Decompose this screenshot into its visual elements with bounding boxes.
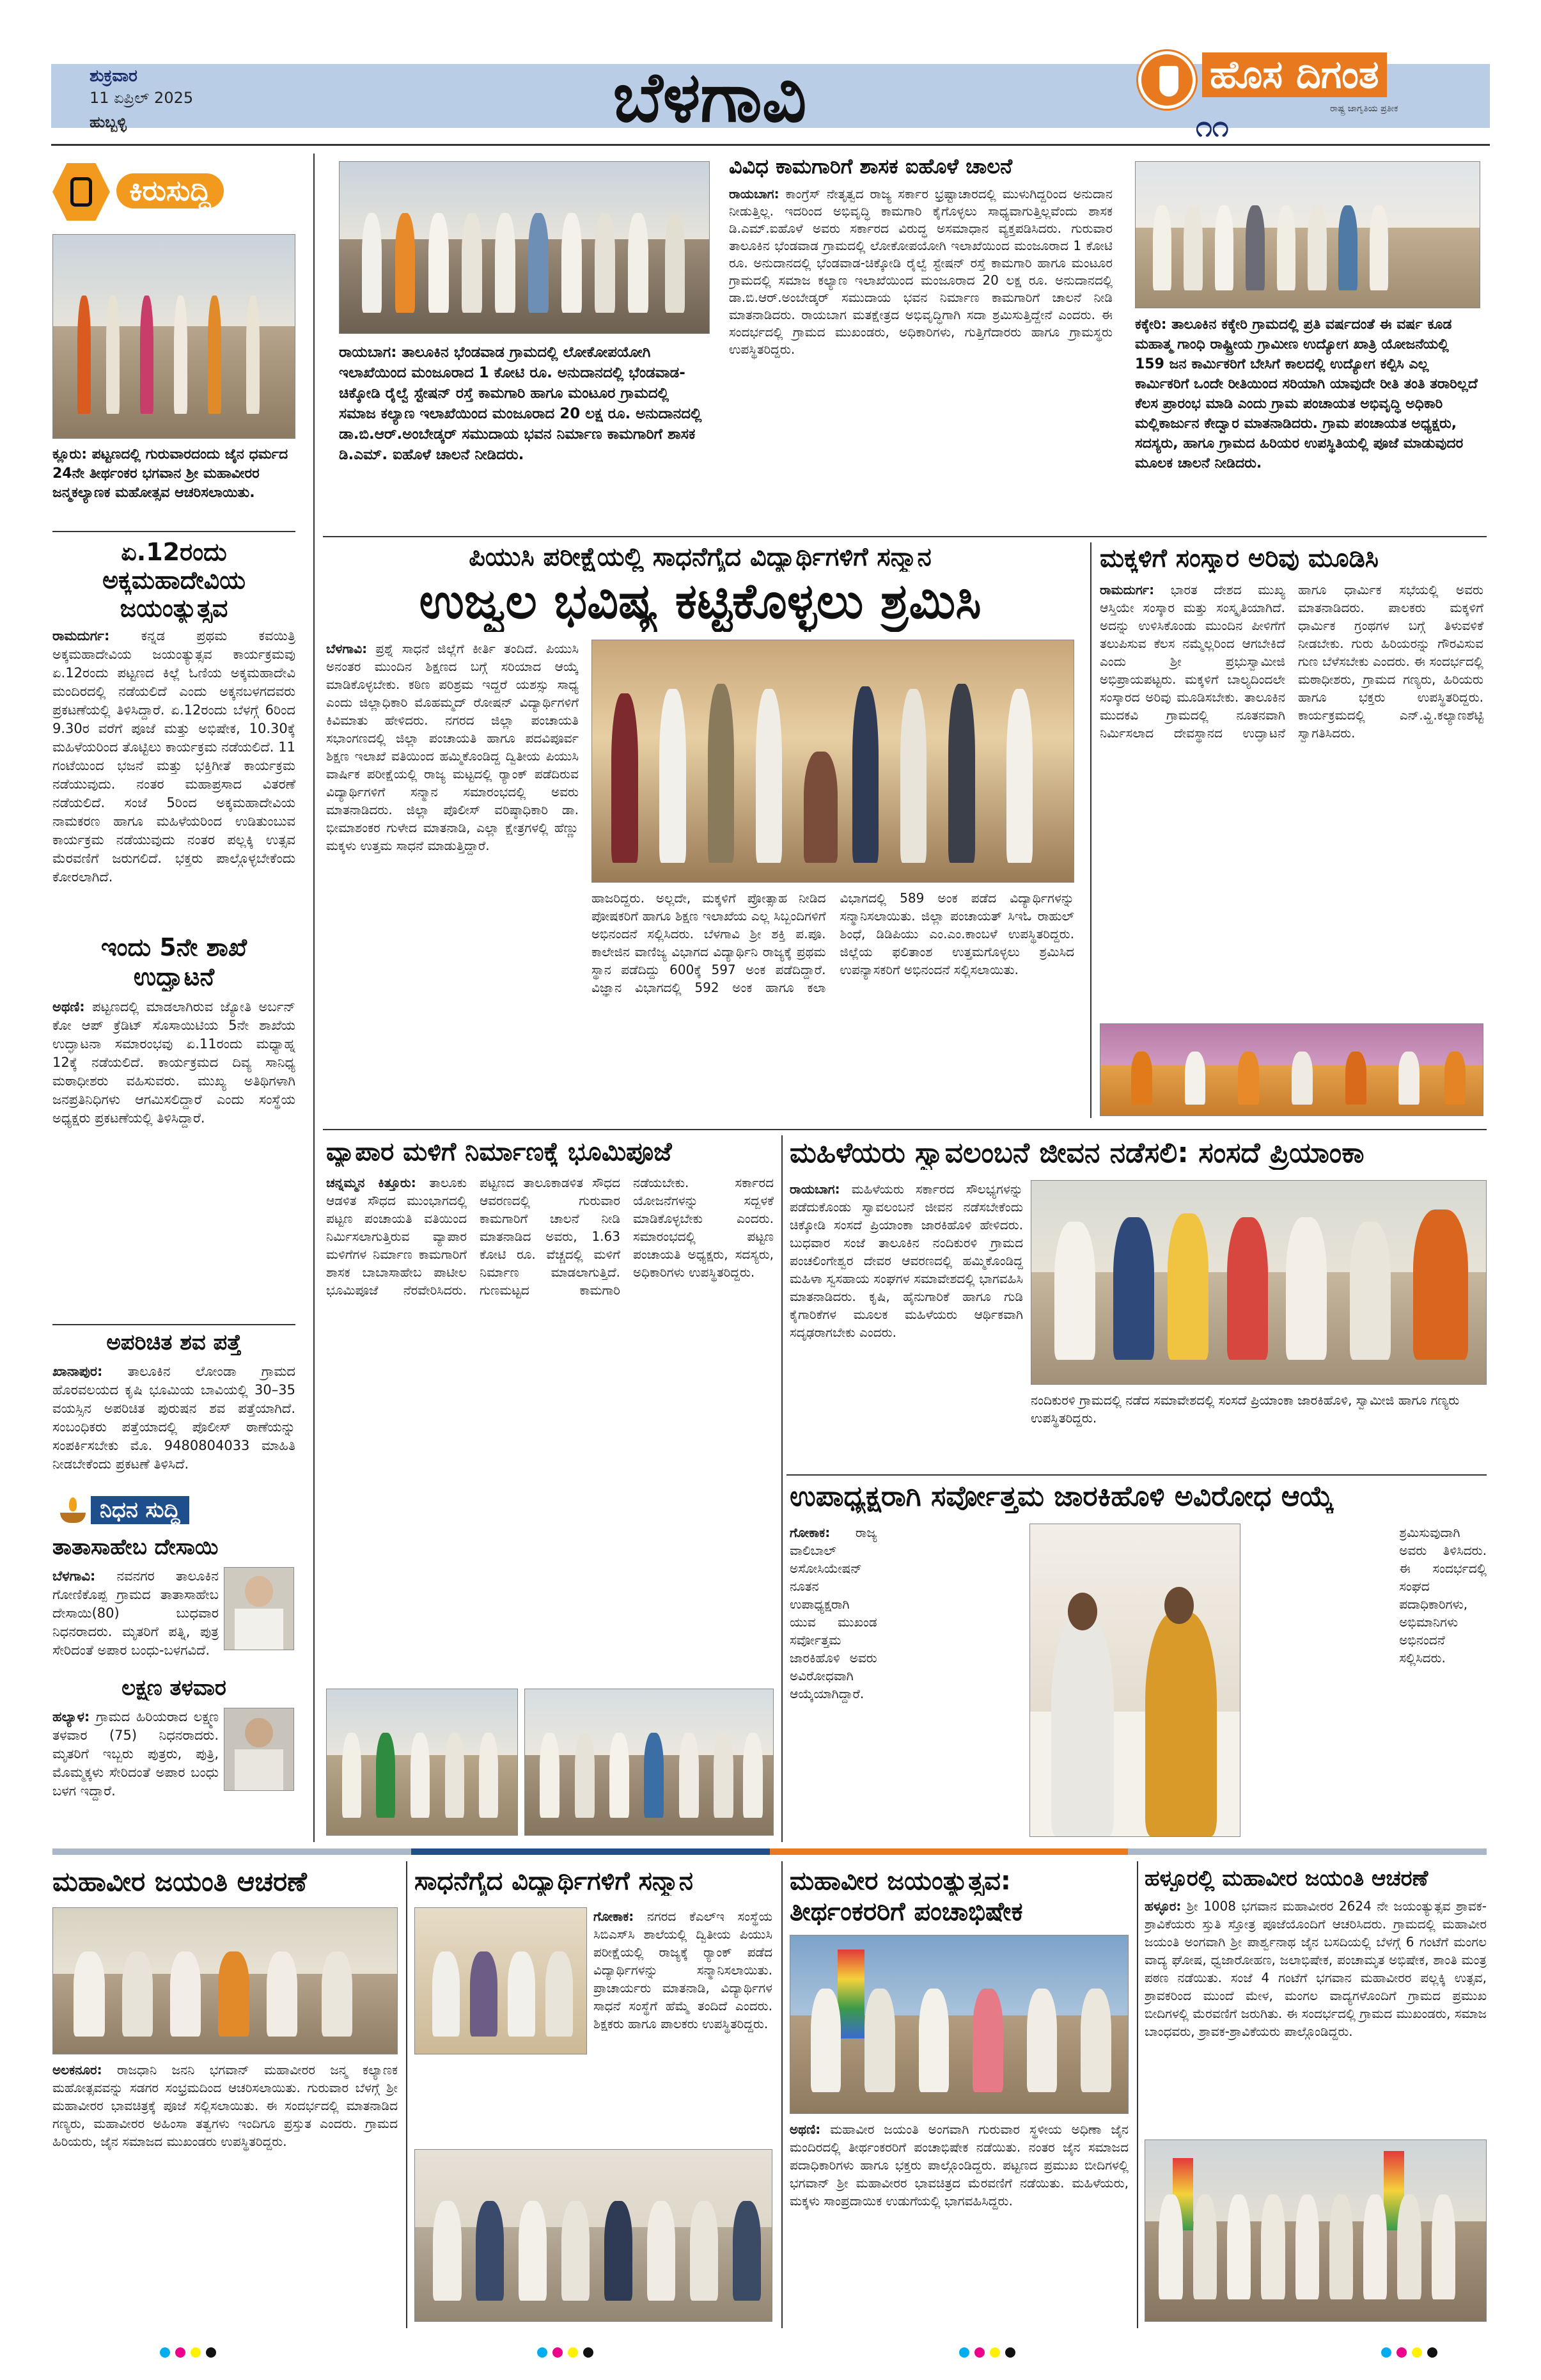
puc-kicker: ಪಿಯುಸಿ ಪರೀಕ್ಷೆಯಲ್ಲಿ ಸಾಧನೆಗೈದ ವಿದ್ಯಾರ್ಥಿಗಳಿಗೆ ಸನ್ಮಾನ xyxy=(469,542,932,572)
divider xyxy=(52,531,295,532)
upadhyaksha-photo xyxy=(1029,1524,1240,1837)
dateline: ರಾಯಬಾಗ: xyxy=(790,1181,840,1197)
kirusuddi-photo xyxy=(52,234,295,439)
upadhyaksha-headline: ಉಪಾಧ್ಯಕ್ಷರಾಗಿ ಸರ್ವೋತ್ತಮ ಜಾರಕಿಹೊಳಿ ಅವಿರೋಧ ಆಯ್ಕೆ xyxy=(790,1481,1334,1513)
bottom-section-bar xyxy=(52,1848,1487,1855)
akkamahadevi-headline-2: ಅಕ್ಕಮಹಾದೇವಿಯ xyxy=(102,567,246,594)
raybag-headline: ವಿವಿಧ ಕಾಮಗಾರಿಗೆ ಶಾಸಕ ಐಹೊಳೆ ಚಾಲನೆ xyxy=(729,155,1013,178)
nidhana-label: ನಿಧನ ಸುದ್ದಿ xyxy=(91,1496,189,1524)
hallur-photo xyxy=(1145,2140,1487,2322)
article-text: ಭಾರತ ದೇಶದ ಮುಖ್ಯ ಆಸ್ತಿಯೇ ಸಂಸ್ಕಾರ ಮತ್ತು ಸಂಸ್ಕೃತಿಯಾಗಿದೆ. ಅದನ್ನು ಉಳಿಸಿಕೊಂಡು ಮುಂದಿನ ಪೀಳಿಗೆಗೆ ತಲುಪಿಸುವ ಕೆಲಸ ನಮ್ಮೆಲ್ಲರಿಂದ ಆಗಬೇಕಿದೆ ಎಂದು ಶ್ರೀ ಪ್ರಭುಸ್ವಾಮೀಜಿ ಅಭಿಪ್ರಾಯಪಟ್ಟರು. ಮಕ್ಕಳಿಗೆ ಬಾಲ್ಯದಿಂದಲೇ ಸಂಸ್ಕಾರದ ಅರಿವು ಮೂಡಿಸಬೇಕು. ತಾಲೂಕಿನ ಮುದಕವಿ ಗ್ರಾಮದಲ್ಲಿ ನೂತನವಾಗಿ ನಿರ್ಮಿಸಲಾದ ದೇವಸ್ಥಾನದ ಉದ್ಘಾಟನೆ ಹಾಗೂ ಧಾರ್ಮಿಕ ಸಭೆಯಲ್ಲಿ ಅವರು ಮಾತನಾಡಿದರು. ಪಾಲಕರು ಮಕ್ಕಳಿಗೆ ಧಾರ್ಮಿಕ ಗ್ರಂಥಗಳ ಬಗ್ಗೆ ತಿಳುವಳಿಕೆ ನೀಡಬೇಕು. ಗುರು ಹಿರಿಯರನ್ನು ಗೌರವಿಸುವ ಗುಣ ಬೆಳೆಸಬೇಕು ಎಂದರು. ಈ ಸಂದರ್ಭದಲ್ಲಿ ಮಠಾಧೀಶರು, ಗ್ರಾಮದ ಗಣ್ಯರು, ಹಿರಿಯರು ಹಾಗೂ ಭಕ್ತರು ಉಪಸ್ಥಿತರಿದ್ದರು. ಕಾರ್ಯಕ್ರಮದಲ್ಲಿ ಎನ್.ವ್ಹಿ.ಕಲ್ಯಾಣಶೆಟ್ಟಿ ಸ್ವಾಗತಿಸಿದರು. xyxy=(1100,582,1483,741)
sadhane-sanmana-headline: ಸಾಧನೆಗೈದ ವಿದ್ಯಾರ್ಥಿಗಳಿಗೆ ಸನ್ಮಾನ xyxy=(414,1866,693,1896)
article-text: ನವನಗರ ತಾಲೂಕಿನ ಗೋಣಿಕೊಪ್ಪ ಗ್ರಾಮದ ತಾತಾಸಾಹೇಬ ದೇಸಾಯಿ(80) ಬುಧವಾರ ನಿಧನರಾದರು. ಮೃತರಿಗೆ ಪತ್ನಿ, ಪುತ್ರ ಸೇರಿದಂತೆ ಅಪಾರ ಬಂಧು-ಬಳಗವಿದೆ. xyxy=(52,1568,219,1658)
samskara-body xyxy=(1100,581,1483,1016)
article-text: ಗ್ರಾಮದ ಹಿರಿಯರಾದ ಲಕ್ಷ್ಮಣ ತಳವಾರ (75) ನಿಧನರಾದರು. ಮೃತರಿಗೆ ಇಬ್ಬರು ಪುತ್ರರು, ಪುತ್ರಿ, ಮೊಮ್ಮಕ್ಕಳು ಸೇರಿದಂತೆ ಅಪಾರ ಬಂಧು ಬಳಗ ಇದ್ದಾರೆ. xyxy=(52,1709,219,1799)
kirusuddi-badge xyxy=(52,163,270,221)
hallur-body xyxy=(1145,1897,1487,2134)
bhoomipooje-photo-2 xyxy=(524,1689,774,1836)
article-text: ಕನ್ನಡ ಪ್ರಥಮ ಕವಯಿತ್ರಿ ಅಕ್ಕಮಹಾದೇವಿಯ ಜಯಂತ್ಯುತ್ಸವ ಕಾರ್ಯಕ್ರಮವು ಏ.12ರಂದು ಪಟ್ಟಣದ ಕಿಲ್ಲೆ ಓಣಿಯ ಅಕ್ಕಮಹಾದೇವಿ ಮಂದಿರದಲ್ಲಿ ನಡೆಯಲಿದೆ ಎಂದು ಅಕ್ಕನಬಳಗದವರು ಪ್ರಕಟಣೆಯಲ್ಲಿ ತಿಳಿಸಿದ್ದಾರೆ. ಏ.12ರಂದು ಬೆಳಗ್ಗೆ 6ರಿಂದ 9.30ರ ವರೆಗೆ ಪೂಜೆ ಮತ್ತು ಅಭಿಷೇಕ, 10.30ಕ್ಕೆ ಮಹಿಳೆಯರಿಂದ ತೊಟ್ಟಿಲು ಕಾರ್ಯಕ್ರಮ ನಡೆಯಲಿದೆ. 11 ಗಂಟೆಯಿಂದ ಭಜನೆ ಮತ್ತು ಭಕ್ತಿಗೀತೆ ಕಾರ್ಯಕ್ರಮ ನಡೆಯುವುದು. ನಂತರ ಮಹಾಪ್ರಸಾದ ವಿತರಣೆ ನಡೆಯಲಿದೆ. ಸಂಜೆ 5ರಿಂದ ಅಕ್ಕಮಹಾದೇವಿಯ ನಾಮಕರಣ ಹಾಗೂ ಮಹಿಳೆಯರಿಂದ ಉಡಿತುಂಬುವ ಕಾರ್ಯಕ್ರಮ ನಡೆಯುವುದು ನಂತರ ಪಲ್ಲಕ್ಕಿ ಉತ್ಸವ ಮೆರವಣಿಗೆ ಜರುಗಲಿದೆ. ಭಕ್ತರು ಪಾಲ್ಗೊಳ್ಳಬೇಕೆಂದು ಕೋರಲಾಗಿದೆ. xyxy=(52,628,295,885)
dateline: ರಾಮದುರ್ಗ: xyxy=(1100,582,1155,597)
section-title: ಬೆಳಗಾವಿ xyxy=(613,58,807,138)
shakhe-headline-1: ಇಂದು 5ನೇ ಶಾಖೆ xyxy=(100,934,247,961)
paper-name: ಹೊಸ ದಿಗಂತ xyxy=(1202,52,1387,97)
article-text: ರಾಜಧಾನಿ ಜನನಿ ಭಗವಾನ್ ಮಹಾವೀರರ ಜನ್ಮ ಕಲ್ಯಾಣಕ ಮಹೋತ್ಸವವನ್ನು ಸಡಗರ ಸಂಭ್ರಮದಿಂದ ಆಚರಿಸಲಾಯಿತು. ಗುರುವಾರ ಬೆಳಗ್ಗೆ ಶ್ರೀ ಮಹಾವೀರರ ಭಾವಚಿತ್ರಕ್ಕೆ ಪೂಜೆ ಸಲ್ಲಿಸಲಾಯಿತು. ಈ ಸಂದರ್ಭದಲ್ಲಿ ಮಾತನಾಡಿದ ಗಣ್ಯರು, ಮಹಾವೀರರ ಅಹಿಂಸಾ ತತ್ವಗಳು ಇಂದಿಗೂ ಪ್ರಸ್ತುತ ಎಂದರು. ಗ್ರಾಮದ ಹಿರಿಯರು, ಜೈನ ಸಮಾಜದ ಮುಖಂಡರು ಉಪಸ್ಥಿತರಿದ್ದರು. xyxy=(52,2062,398,2149)
divider xyxy=(323,536,1487,537)
article-text: ಹಾಜರಿದ್ದರು. ಅಲ್ಲದೇ, ಮಕ್ಕಳಿಗೆ ಪ್ರೋತ್ಸಾಹ ನೀಡಿದ ಪೋಷಕರಿಗೆ ಹಾಗೂ ಶಿಕ್ಷಣ ಇಲಾಖೆಯ ಎಲ್ಲ ಸಿಬ್ಬಂದಿಗಳಿಗೆ ಅಭಿನಂದನೆ ಸಲ್ಲಿಸಿದರು. ಬೆಳಗಾವಿ ಶ್ರೀ ಶಕ್ತಿ ಪ.ಪೂ. ಕಾಲೇಜಿನ ವಾಣಿಜ್ಯ ವಿಭಾಗದ ವಿದ್ಯಾರ್ಥಿನಿ ರಾಜ್ಯಕ್ಕೆ ಪ್ರಥಮ ಸ್ಥಾನ ಪಡೆದಿದ್ದು 600ಕ್ಕೆ 597 ಅಂಕ ಪಡೆದಿದ್ದಾರೆ. ವಿಜ್ಞಾನ ವಿಭಾಗದಲ್ಲಿ 592 ಅಂಕ ಹಾಗೂ ಕಲಾ ವಿಭಾಗದಲ್ಲಿ 589 ಅಂಕ ಪಡೆದ ವಿದ್ಯಾರ್ಥಿಗಳನ್ನು ಸನ್ಮಾನಿಸಲಾಯಿತು. ಜಿಲ್ಲಾ ಪಂಚಾಯತ್ ಸಿಇಓ ರಾಹುಲ್ ಶಿಂಧೆ, ಡಿಡಿಪಿಯು ಎಂ.ಎಂ.ಕಾಂಬಳೆ ಉಪಸ್ಥಿತರಿದ್ದರು. ಜಿಲ್ಲೆಯ ಫಲಿತಾಂಶ ಉತ್ತಮಗೊಳ್ಳಲು ಶ್ರಮಿಸಿದ ಉಪನ್ಯಾಸಕರಿಗೆ ಅಭಿನಂದನೆ ಸಲ್ಲಿಸಲಾಯಿತು. xyxy=(591,890,1074,995)
column-divider xyxy=(313,154,315,1842)
column-divider xyxy=(781,1135,783,1842)
article-text: ಶ್ರೀ 1008 ಭಗವಾನ ಮಹಾವೀರರ 2624 ನೇ ಜಯಂತ್ಯುತ್ಸವ ಶ್ರಾವಕ-ಶ್ರಾವಿಕೆಯರು ಸ್ತುತಿ ಸ್ತೋತ್ರ ಪೂಜೆಯೊಂದಿಗೆ ಆಚರಿಸಿದರು. ಗ್ರಾಮದಲ್ಲಿ ಮಹಾವೀರ ಜಯಂತಿ ಅಂಗವಾಗಿ ಶ್ರೀ ಪಾರ್ಶ್ವನಾಥ ಜೈನ ಬಸದಿಯಲ್ಲಿ ಬೆಳಗ್ಗೆ 6 ಗಂಟೆಗೆ ಮಂಗಲ ವಾದ್ಯ ಘೋಷ, ಧ್ವಜಾರೋಹಣ, ಜಲಾಭಿಷೇಕ, ಪಂಚಾಮೃತ ಅಭಿಷೇಕ, ಶಾಂತಿ ಮಂತ್ರ ಪಠಣ ನಡೆಯಿತು. ಸಂಜೆ 4 ಗಂಟೆಗೆ ಭಗವಾನ ಮಹಾವೀರರ ಪಲ್ಲಕ್ಕಿ ಉತ್ಸವ, ಶ್ರಾವಕರಿಂದ ಮುಂದೆ ಮೇಳ, ಮಂಗಲ ವಾದ್ಯಗಳೊಂದಿಗೆ ಗ್ರಾಮದ ಪ್ರಮುಖ ಬೀದಿಗಳಲ್ಲಿ ಮೆರವಣಿಗೆ ಜರುಗಿತು. ಈ ಸಂದರ್ಭದಲ್ಲಿ ಗ್ರಾಮದ ಮುಖಂಡರು, ಸಮಾಜ ಬಾಂಧವರು, ಶ್ರಾವಕ-ಶ್ರಾವಿಕೆಯರು ಪಾಲ್ಗೊಂಡಿದ್ದರು. xyxy=(1145,1898,1487,2039)
logo-emblem-icon xyxy=(1138,51,1196,109)
article-text: ಪಟ್ಟಣದಲ್ಲಿ ಮಾಡಲಾಗಿರುವ ಜ್ಯೋತಿ ಅರ್ಬನ್ ಕೋ ಆಪ್ ಕ್ರೆಡಿಟ್ ಸೊಸಾಯಿಟಿಯ 5ನೇ ಶಾಖೆಯ ಉದ್ಘಾಟನಾ ಸಮಾರಂಭವು ಏ.11ರಂದು ಮಧ್ಯಾಹ್ನ 12ಕ್ಕೆ ನಡೆಯಲಿದೆ. ಕಾರ್ಯಕ್ರಮದ ದಿವ್ಯ ಸಾನಿಧ್ಯ ಮಠಾಧೀಶರು ವಹಿಸುವರು. ಮುಖ್ಯ ಅತಿಥಿಗಳಾಗಿ ಜನಪ್ರತಿನಿಧಿಗಳು ಆಗಮಿಸಲಿದ್ದಾರೆ ಎಂದು ಸಂಸ್ಥೆಯ ಅಧ್ಯಕ್ಷರು ಪ್ರಕಟಣೆಯಲ್ಲಿ ತಿಳಿಸಿದ್ದಾರೆ. xyxy=(52,999,295,1126)
register-marks-2 xyxy=(537,2347,593,2358)
akkamahadevi-body xyxy=(52,627,295,927)
page-number: ೧೧ xyxy=(1196,109,1229,143)
theerthankara-photo xyxy=(790,1935,1129,2114)
kakkeri-caption: ಕಕ್ಕೇರಿ: ತಾಲೂಕಿನ ಕಕ್ಕೇರಿ ಗ್ರಾಮದಲ್ಲಿ ಪ್ರತಿ ವರ್ಷದಂತೆ ಈ ವರ್ಷ ಕೂಡ ಮಹಾತ್ಮ ಗಾಂಧಿ ರಾಷ್ಟ್ರೀಯ ಗ್ರಾಮೀಣ ಉದ್ಯೋಗ ಖಾತ್ರಿ ಯೋಜನೆಯಲ್ಲಿ 159 ಜನ ಕಾರ್ಮಿಕರಿಗೆ ಬೇಸಿಗೆ ಕಾಲದಲ್ಲಿ ಉದ್ಯೋಗ ಕಲ್ಪಿಸಿ ಎಲ್ಲ ಕಾರ್ಮಿಕರಿಗೆ ಒಂದೇ ರೀತಿಯಿಂದ ಸರಿಯಾಗಿ ಯಾವುದೇ ರೀತಿ ತಂತಿ ತರಾರಿಲ್ಲದೆ ಕೆಲಸ ಪ್ರಾರಂಭ ಮಾಡಿ ಎಂದು ಗ್ರಾಮ ಪಂಚಾಯತ ಅಭಿವೃದ್ಧಿ ಅಧಿಕಾರಿ ಮಲ್ಲಿಕಾರ್ಜುನ ಕೇದ್ವಾರ ಮಾತನಾಡಿದರು. ಗ್ರಾಮ ಪಂಚಾಯತ ಅಧ್ಯಕ್ಷರು, ಸದಸ್ಯರು, ಹಾಗೂ ಗ್ರಾಮದ ಹಿರಿಯರ ಉಪಸ್ಥಿತಿಯಲ್ಲಿ ಪೂಜೆ ಮಾಡುವುದರ ಮೂಲಕ ಚಾಲನೆ ನೀಡಿದರು. xyxy=(1135,317,1478,471)
divider xyxy=(786,1474,1487,1476)
dateline: ಹಲ್ಯಾಳ: xyxy=(52,1709,90,1724)
paper-tagline: ರಾಷ್ಟ್ರ ಜಾಗೃತಿಯ ಪ್ರತೀಕ xyxy=(1330,104,1398,114)
hand-pointer-icon xyxy=(52,163,110,221)
kakkeri-photo xyxy=(1135,161,1480,308)
article-text: ರಾಜ್ಯ ವಾಲಿಬಾಲ್ ಅಸೋಸಿಯೇಷನ್ ನೂತನ ಉಪಾಧ್ಯಕ್ಷರಾಗಿ ಯುವ ಮುಖಂಡ ಸರ್ವೋತ್ತಮ ಜಾರಕಿಹೊಳಿ ಅವರು ಅವಿರೋಧವಾಗಿ ಆಯ್ಕೆಯಾಗಿದ್ದಾರೆ. ಶ್ರಮಿಸುವುದಾಗಿ ಅವರು ತಿಳಿಸಿದರು. ಈ ಸಂದರ್ಭದಲ್ಲಿ ಸಂಘದ ಪದಾಧಿಕಾರಿಗಳು, ಅಭಿಮಾನಿಗಳು ಅಭಿನಂದನೆ ಸಲ್ಲಿಸಿದರು. xyxy=(790,1525,1487,1701)
akkamahadevi-headline-3: ಜಯಂತ್ಯುತ್ಸವ xyxy=(120,595,228,622)
akkamahadevi-headline-1: ಏ.12ರಂದು xyxy=(121,539,227,566)
shakhe-headline-2: ಉದ್ಘಾಟನೆ xyxy=(133,963,215,991)
masthead-date-block xyxy=(90,67,294,143)
kirusuddi-label: ಕಿರುಸುದ್ದಿ xyxy=(116,173,224,209)
lamp-icon xyxy=(59,1497,87,1525)
dateline: ಚನ್ನಮ್ಮನ ಕಿತ್ತೂರು: xyxy=(326,1175,416,1190)
nidhana-name-2: ಲಕ್ಷ್ಮಣ ತಳವಾರ xyxy=(121,1676,226,1701)
column-divider xyxy=(1090,542,1091,1118)
obituary-photo-1 xyxy=(224,1567,294,1650)
article-text: ನಗರದ ಕೆಎಲ್‌ಇ ಸಂಸ್ಥೆಯ ಸಿಬಿಎಸ್‌ಸಿ ಶಾಲೆಯಲ್ಲಿ ದ್ವಿತೀಯ ಪಿಯುಸಿ ಪರೀಕ್ಷೆಯಲ್ಲಿ ರಾಜ್ಯಕ್ಕೆ ರ್‍ಯಾಂಕ್ ಪಡೆದ ವಿದ್ಯಾರ್ಥಿಗಳನ್ನು ಸನ್ಮಾನಿಸಲಾಯಿತು. ಪ್ರಾಚಾರ್ಯರು ಮಾತನಾಡಿ, ವಿದ್ಯಾರ್ಥಿಗಳ ಸಾಧನೆ ಸಂಸ್ಥೆಗೆ ಹೆಮ್ಮೆ ತಂದಿದೆ ಎಂದರು. ಶಿಕ್ಷಕರು ಹಾಗೂ ಪಾಲಕರು ಉಪಸ್ಥಿತರಿದ್ದರು. xyxy=(593,1909,772,2031)
sadhane-sanmana-photo-2 xyxy=(414,2149,772,2322)
column-divider xyxy=(406,1861,407,2328)
article-text: ಮಹಿಳೆಯರು ಸರ್ಕಾರದ ಸೌಲಭ್ಯಗಳನ್ನು ಪಡೆದುಕೊಂಡು ಸ್ವಾವಲಂಬನೆ ಜೀವನ ನಡೆಸಬೇಕೆಂದು ಚಿಕ್ಕೋಡಿ ಸಂಸದೆ ಪ್ರಿಯಾಂಕಾ ಜಾರಕಿಹೊಳಿ ಹೇಳಿದರು. ಬುಧವಾರ ಸಂಜೆ ತಾಲೂಕಿನ ನಂದಿಕುರಳಿ ಗ್ರಾಮದ ಪಂಚಲಿಂಗೇಶ್ವರ ದೇವರ ಆವರಣದಲ್ಲಿ ಹಮ್ಮಿಕೊಂಡಿದ್ದ ಮಹಿಳಾ ಸ್ವಸಹಾಯ ಸಂಘಗಳ ಸಮಾವೇಶದಲ್ಲಿ ಭಾಗವಹಿಸಿ ಮಾತನಾಡಿದರು. ಕೃಷಿ, ಹೈನುಗಾರಿಕೆ ಹಾಗೂ ಗುಡಿ ಕೈಗಾರಿಕೆಗಳ ಮೂಲಕ ಮಹಿಳೆಯರು ಆರ್ಥಿಕವಾಗಿ ಸದೃಢರಾಗಬೇಕು ಎಂದರು. xyxy=(790,1181,1023,1340)
masthead-city: ಹುಬ್ಬಳ್ಳಿ xyxy=(90,113,127,131)
kirusuddi-caption: ಕ್ಲೂರು: ಪಟ್ಟಣದಲ್ಲಿ ಗುರುವಾರದಂದು ಜೈನ ಧರ್ಮದ 24ನೇ ತೀರ್ಥಂಕರ ಭಗವಾನ ಶ್ರೀ ಮಹಾವೀರರ ಜನ್ಮಕಲ್ಯಾಣಕ ಮಹೋತ್ಸವ ಆಚರಿಸಲಾಯಿತು. xyxy=(52,446,288,501)
mahaveera-aacharane-body xyxy=(52,2061,398,2323)
masthead-divider xyxy=(51,144,1490,146)
dateline: ಅಥಣಿ: xyxy=(790,2122,821,2137)
masthead-date: 11 ಏಪ್ರಿಲ್ 2025 xyxy=(90,89,194,107)
samskara-photo xyxy=(1100,1023,1483,1116)
dateline: ಗೋಕಾಕ: xyxy=(790,1525,831,1540)
register-marks-1 xyxy=(160,2347,216,2358)
shakhe-body xyxy=(52,998,295,1318)
nidhana-body-1 xyxy=(52,1567,219,1669)
raybag-photo xyxy=(339,161,710,334)
aparichita-headline: ಅಪರಿಚಿತ ಶವ ಪತ್ತೆ xyxy=(106,1330,242,1355)
sadhane-sanmana-body xyxy=(593,1907,772,2144)
priyanka-photo xyxy=(1031,1180,1487,1385)
raybag-body xyxy=(729,185,1113,524)
dateline: ಅಥಣಿ: xyxy=(52,999,85,1014)
theerthankara-headline-2: ತೀರ್ಥಂಕರರಿಗೆ ಪಂಚಾಭಿಷೇಕ xyxy=(790,1897,1023,1927)
article-text: ತಾಲೂಕು ಆಡಳಿತ ಸೌಧದ ಮುಂಭಾಗದಲ್ಲಿ ಪಟ್ಟಣ ಪಂಚಾಯತಿ ವತಿಯಿಂದ ನಿರ್ಮಿಸಲಾಗುತ್ತಿರುವ ವ್ಯಾಪಾರ ಮಳಿಗೆಗಳ ನಿರ್ಮಾಣ ಕಾಮಗಾರಿಗೆ ಶಾಸಕ ಬಾಬಾಸಾಹೇಬ ಪಾಟೀಲ ಭೂಮಿಪೂಜೆ ನೆರವೇರಿಸಿದರು. ಪಟ್ಟಣದ ತಾಲೂಕಾಡಳಿತ ಸೌಧದ ಆವರಣದಲ್ಲಿ ಗುರುವಾರ ಕಾಮಗಾರಿಗೆ ಚಾಲನೆ ನೀಡಿ ಮಾತನಾಡಿದ ಅವರು, 1.63 ಕೋಟಿ ರೂ. ವೆಚ್ಚದಲ್ಲಿ ಮಳಿಗೆ ನಿರ್ಮಾಣ ಮಾಡಲಾಗುತ್ತಿದೆ. ಗುಣಮಟ್ಟದ ಕಾಮಗಾರಿ ನಡೆಯಬೇಕು. ಸರ್ಕಾರದ ಯೋಜನೆಗಳನ್ನು ಸದ್ಬಳಕೆ ಮಾಡಿಕೊಳ್ಳಬೇಕು ಎಂದರು. ಸಮಾರಂಭದಲ್ಲಿ ಪಟ್ಟಣ ಪಂಚಾಯತಿ ಅಧ್ಯಕ್ಷರು, ಸದಸ್ಯರು, ಅಧಿಕಾರಿಗಳು ಉಪಸ್ಥಿತರಿದ್ದರು. xyxy=(326,1175,774,1298)
nidhana-badge xyxy=(52,1493,295,1529)
aparichita-body xyxy=(52,1362,295,1484)
obituary-photo-2 xyxy=(224,1708,294,1791)
mahaveera-aacharane-photo xyxy=(52,1907,398,2054)
raybag-caption: ರಾಯಬಾಗ: ತಾಲೂಕಿನ ಭೆಂಡವಾಡ ಗ್ರಾಮದಲ್ಲಿ ಲೋಕೋಪಯೋಗಿ ಇಲಾಖೆಯಿಂದ ಮಂಜೂರಾದ 1 ಕೋಟಿ ರೂ. ಅನುದಾನದಲ್ಲಿ ಭೆಂಡವಾಡ-ಚಿಕ್ಕೋಡಿ ರೈಲ್ವೆ ಸ್ಟೇಷನ್ ರಸ್ತೆ ಕಾಮಗಾರಿ ಹಾಗೂ ಮಂಟೂರ ಗ್ರಾಮದಲ್ಲಿ ಸಮಾಜ ಕಲ್ಯಾಣ ಇಲಾಖೆಯಿಂದ ಮಂಜೂರಾದ 20 ಲಕ್ಷ ರೂ. ಅನುದಾನದಲ್ಲಿ ಡಾ.ಬಿ.ಆರ್.ಅಂಬೇಡ್ಕರ್ ಸಮುದಾಯ ಭವನ ನಿರ್ಮಾಣ ಕಾಮಗಾರಿಗೆ ಶಾಸಕ ಡಿ.ಎಮ್. ಐಹೊಳೆ ಚಾಲನೆ ನೀಡಿದರು. xyxy=(339,344,702,463)
mahaveera-aacharane-headline: ಮಹಾವೀರ ಜಯಂತಿ ಆಚರಣೆ xyxy=(52,1866,307,1897)
article-text: ತಾಲೂಕಿನ ಲೋಂಡಾ ಗ್ರಾಮದ ಹೊರವಲಯದ ಕೃಷಿ ಭೂಮಿಯ ಬಾವಿಯಲ್ಲಿ 30–35 ವಯಸ್ಸಿನ ಅಪರಿಚಿತ ಪುರುಷನ ಶವ ಪತ್ತೆಯಾಗಿದೆ. ಸಂಬಂಧಿಕರು ಪತ್ತೆಯಾದಲ್ಲಿ ಪೊಲೀಸ್ ಠಾಣೆಯನ್ನು ಸಂಪರ್ಕಿಸಬೇಕು ಮೊ. 9480804033 ಮಾಹಿತಿ ನೀಡಬೇಕೆಂದು ಪ್ರಕಟಣೆ ತಿಳಿಸಿದೆ. xyxy=(52,1364,295,1472)
dateline: ಹಳ್ಳೂರ: xyxy=(1145,1898,1182,1914)
article-text: ಪ್ರಶ್ನೆ ಸಾಧನೆ ಜಿಲ್ಲೆಗೆ ಕೀರ್ತಿ ತಂದಿದೆ. ಪಿಯುಸಿ ಅನಂತರ ಮುಂದಿನ ಶಿಕ್ಷಣದ ಬಗ್ಗೆ ಸರಿಯಾದ ಆಯ್ಕೆ ಮಾಡಿಕೊಳ್ಳಬೇಕು. ಕಠಿಣ ಪರಿಶ್ರಮ ಇದ್ದರೆ ಯಶಸ್ಸು ಸಾಧ್ಯ ಎಂದು ಜಿಲ್ಲಾಧಿಕಾರಿ ಮೊಹಮ್ಮದ್ ರೋಷನ್ ವಿದ್ಯಾರ್ಥಿಗಳಿಗೆ ಕಿವಿಮಾತು ಹೇಳಿದರು. ನಗರದ ಜಿಲ್ಲಾ ಪಂಚಾಯತಿ ಸಭಾಂಗಣದಲ್ಲಿ ಜಿಲ್ಲಾ ಪಂಚಾಯತಿ ಹಾಗೂ ಪದವಿಪೂರ್ವ ಶಿಕ್ಷಣ ಇಲಾಖೆ ವತಿಯಿಂದ ಹಮ್ಮಿಕೊಂಡಿದ್ದ ದ್ವಿತೀಯ ಪಿಯುಸಿ ವಾರ್ಷಿಕ ಪರೀಕ್ಷೆಯಲ್ಲಿ ರಾಜ್ಯ ಮಟ್ಟದಲ್ಲಿ ರ್‍ಯಾಂಕ್ ಪಡೆದಿರುವ ವಿದ್ಯಾರ್ಥಿಗಳಿಗೆ ಸನ್ಮಾನ ಸಮಾರಂಭದಲ್ಲಿ ಅವರು ಮಾತನಾಡಿದರು. ಜಿಲ್ಲಾ ಪೊಲೀಸ್ ವರಿಷ್ಠಾಧಿಕಾರಿ ಡಾ. ಭೀಮಾಶಂಕರ ಗುಳೇದ ಮಾತನಾಡಿ, ಎಲ್ಲಾ ಕ್ಷೇತ್ರಗಳಲ್ಲಿ ಹೆಣ್ಣು ಮಕ್ಕಳು ಉತ್ತಮ ಸಾಧನೆ ಮಾಡುತ್ತಿದ್ದಾರೆ. xyxy=(326,641,579,853)
divider xyxy=(323,1129,1487,1130)
bhoomipooje-body xyxy=(326,1174,774,1551)
bhoomipooje-photo-1 xyxy=(326,1689,518,1836)
puc-body-left xyxy=(326,640,579,1113)
priyanka-caption: ನಂದಿಕುರಳಿ ಗ್ರಾಮದಲ್ಲಿ ನಡೆದ ಸಮಾವೇಶದಲ್ಲಿ ಸಂಸದೆ ಪ್ರಿಯಾಂಕಾ ಜಾರಕಿಹೊಳಿ, ಸ್ವಾಮೀಜಿ ಹಾಗೂ ಗಣ್ಯರು ಉಪಸ್ಥಿತರಿದ್ದರು. xyxy=(1031,1392,1460,1426)
register-marks-3 xyxy=(959,2347,1015,2358)
column-divider xyxy=(781,1861,783,2328)
puc-photo xyxy=(591,640,1074,883)
dateline: ರಾಯಬಾಗ: xyxy=(729,186,779,201)
priyanka-headline: ಮಹಿಳೆಯರು ಸ್ವಾವಲಂಬನೆ ಜೀವನ ನಡೆಸಲಿ: ಸಂಸದೆ ಪ್ರಿಯಾಂಕಾ xyxy=(790,1137,1365,1169)
bhoomipooje-headline: ವ್ಯಾಪಾರ ಮಳಿಗೆ ನಿರ್ಮಾಣಕ್ಕೆ ಭೂಮಿಪೂಜೆ xyxy=(326,1137,672,1167)
dateline: ರಾಮದುರ್ಗ: xyxy=(52,628,110,643)
puc-body-right xyxy=(591,889,1074,1113)
nidhana-body-2 xyxy=(52,1708,219,1817)
article-text: ಕಾಂಗ್ರೆಸ್ ನೇತೃತ್ವದ ರಾಜ್ಯ ಸರ್ಕಾರ ಭ್ರಷ್ಟಾಚಾರದಲ್ಲಿ ಮುಳುಗಿದ್ದರಿಂದ ಅನುದಾನ ನೀಡುತ್ತಿಲ್ಲ. ಇದರಿಂದ ಅಭಿವೃದ್ಧಿ ಕಾಮಗಾರಿ ಕೈಗೊಳ್ಳಲು ಸಾಧ್ಯವಾಗುತ್ತಿಲ್ಲವೆಂದು ಶಾಸಕ ಡಿ.ಎಮ್.ಐಹೊಳೆ ಅವರು ಸರ್ಕಾರದ ವಿರುದ್ಧ ಅಸಮಾಧಾನ ವ್ಯಕ್ತಪಡಿಸಿದರು. ಗುರುವಾರ ತಾಲೂಕಿನ ಭೆಂಡವಾಡ ಗ್ರಾಮದಲ್ಲಿ ಲೋಕೋಪಯೋಗಿ ಇಲಾಖೆಯಿಂದ ಮಂಜೂರಾದ 1 ಕೋಟಿ ರೂ. ಅನುದಾನದಲ್ಲಿ ಭೆಂಡವಾಡ-ಚಿಕ್ಕೋಡಿ ರೈಲ್ವೆ ಸ್ಟೇಷನ್ ರಸ್ತೆ ಕಾಮಗಾರಿ ಹಾಗೂ ಮಂಟೂರ ಗ್ರಾಮದಲ್ಲಿ ಸಮಾಜ ಕಲ್ಯಾಣ ಇಲಾಖೆಯಿಂದ ಮಂಜೂರಾದ 20 ಲಕ್ಷ ರೂ. ಅನುದಾನದಲ್ಲಿ ಡಾ.ಬಿ.ಆರ್.ಅಂಬೇಡ್ಕರ್ ಸಮುದಾಯ ಭವನ ನಿರ್ಮಾಣ ಕಾಮಗಾರಿಗೆ ಚಾಲನೆ ನೀಡಿ ಮಾತನಾಡಿದರು. ರಾಯಬಾಗ ಮತಕ್ಷೇತ್ರದ ಅಭಿವೃದ್ಧಿಗಾಗಿ ಸದಾ ಶ್ರಮಿಸುತ್ತಿದ್ದೇನೆ ಎಂದರು. ಈ ಸಂದರ್ಭದಲ್ಲಿ ಗ್ರಾಮದ ಮುಖಂಡರು, ಅಧಿಕಾರಿಗಳು, ಗುತ್ತಿಗೆದಾರರು ಹಾಗೂ ಗ್ರಾಮಸ್ಥರು ಉಪಸ್ಥಿತರಿದ್ದರು. xyxy=(729,186,1113,357)
divider xyxy=(52,1324,295,1325)
theerthankara-headline-1: ಮಹಾವೀರ ಜಯಂತ್ಯುತ್ಸವ: xyxy=(790,1866,1011,1896)
dateline: ಬೆಳಗಾವಿ: xyxy=(52,1568,96,1584)
dateline: ಅಲಕನೂರ: xyxy=(52,2062,102,2077)
dateline: ಗೋಕಾಕ: xyxy=(593,1909,634,1924)
puc-headline: ಉಜ್ವಲ ಭವಿಷ್ಯ ಕಟ್ಟಿಕೊಳ್ಳಲು ಶ್ರಮಿಸಿ xyxy=(419,572,982,629)
register-marks-4 xyxy=(1381,2347,1437,2358)
hallur-headline: ಹಳ್ಳೂರಲ್ಲಿ ಮಹಾವೀರ ಜಯಂತಿ ಆಚರಣೆ xyxy=(1145,1866,1428,1891)
samskara-headline: ಮಕ್ಕಳಿಗೆ ಸಂಸ್ಕಾರ ಅರಿವು ಮೂಡಿಸಿ xyxy=(1100,544,1379,573)
theerthankara-body xyxy=(790,2120,1129,2325)
nidhana-name-1: ತಾತಾಸಾಹೇಬ ದೇಸಾಯಿ xyxy=(52,1535,219,1560)
article-text: ಮಹಾವೀರ ಜಯಂತಿ ಅಂಗವಾಗಿ ಗುರುವಾರ ಸ್ಥಳೀಯ ಅಧಿಣಾ ಜೈನ ಮಂದಿರದಲ್ಲಿ ತೀರ್ಥಂಕರರಿಗೆ ಪಂಚಾಭಿಷೇಕ ನಡೆಯಿತು. ನಂತರ ಜೈನ ಸಮಾಜದ ಪದಾಧಿಕಾರಿಗಳು ಹಾಗೂ ಭಕ್ತರು ಪಾಲ್ಗೊಂಡಿದ್ದರು. ಪಟ್ಟಣದ ಪ್ರಮುಖ ಬೀದಿಗಳಲ್ಲಿ ಭಗವಾನ್ ಶ್ರೀ ಮಹಾವೀರರ ಭಾವಚಿತ್ರದ ಮೆರವಣಿಗೆ ನಡೆಯಿತು. ಮಹಿಳೆಯರು, ಮಕ್ಕಳು ಸಾಂಪ್ರದಾಯಿಕ ಉಡುಗೆಯಲ್ಲಿ ಭಾಗವಹಿಸಿದ್ದರು. xyxy=(790,2122,1129,2209)
paper-logo xyxy=(1132,45,1439,141)
column-divider xyxy=(1137,1861,1138,2328)
priyanka-body xyxy=(790,1180,1023,1468)
masthead-day: ಶುಕ್ರವಾರ xyxy=(90,67,137,86)
dateline: ಬೆಳಗಾವಿ: xyxy=(326,641,368,656)
sadhane-sanmana-photo-1 xyxy=(414,1907,587,2054)
dateline: ಖಾನಾಪುರ: xyxy=(52,1364,103,1379)
